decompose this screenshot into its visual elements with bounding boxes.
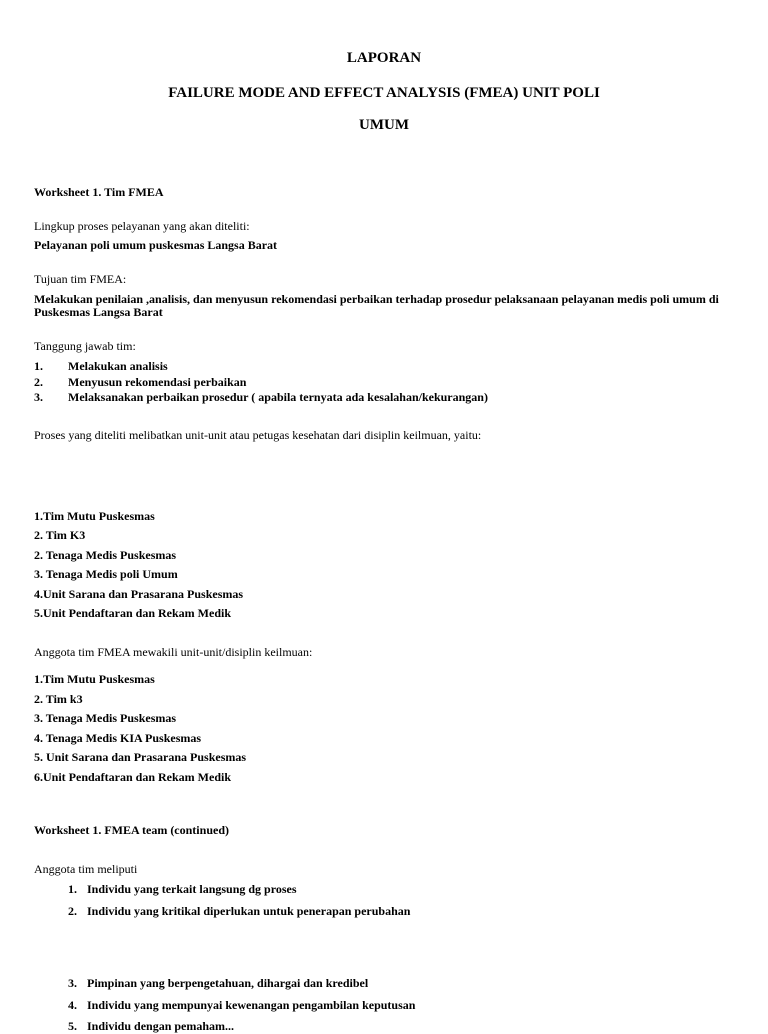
includes-item bbox=[68, 1019, 708, 1034]
goal-value: Melakukan penilaian ,analisis, dan menyusun rekomendasi perbaikan terhadap prosedur pelaksanaan pelayanan medis poli umum di Puskesmas Langsa Barat bbox=[34, 292, 719, 319]
item-text: Menyusun rekomendasi perbaikan bbox=[68, 375, 247, 389]
item-number: 5. bbox=[68, 1019, 77, 1033]
unit-item: 2. Tim K3 bbox=[34, 528, 86, 542]
item-text: Individu dengan pemaham... bbox=[87, 1019, 235, 1033]
includes-item bbox=[68, 998, 708, 1013]
unit-item: 4.Unit Sarana dan Prasarana Puskesmas bbox=[34, 587, 244, 601]
item-number: 3. bbox=[68, 976, 77, 990]
responsibility-item bbox=[34, 375, 724, 390]
item-number: 4. bbox=[68, 998, 77, 1012]
member-item: 1.Tim Mutu Puskesmas bbox=[34, 672, 155, 686]
unit-item: 3. Tenaga Medis poli Umum bbox=[34, 567, 178, 581]
item-number: 1. bbox=[68, 882, 77, 896]
member-item: 2. Tim k3 bbox=[34, 692, 83, 706]
item-number: 2. bbox=[68, 904, 77, 918]
process-label: Proses yang diteliti melibatkan unit-unit atau petugas kesehatan dari disiplin keilmuan, yaitu: bbox=[34, 428, 482, 442]
item-text: Pimpinan yang berpengetahuan, dihargai dan kredibel bbox=[87, 976, 369, 990]
item-text: Melakukan analisis bbox=[68, 359, 168, 373]
member-item: 5. Unit Sarana dan Prasarana Puskesmas bbox=[34, 750, 247, 764]
report-subtitle: FAILURE MODE AND EFFECT ANALYSIS (FMEA) UNIT POLI bbox=[168, 85, 600, 101]
members-label: Anggota tim FMEA mewakili unit-unit/disiplin keilmuan: bbox=[34, 645, 313, 659]
member-item: 4. Tenaga Medis KIA Puskesmas bbox=[34, 731, 202, 745]
item-text: Individu yang mempunyai kewenangan pengambilan keputusan bbox=[87, 998, 416, 1012]
item-text: Individu yang kritikal diperlukan untuk penerapan perubahan bbox=[87, 904, 411, 918]
responsibility-item bbox=[34, 359, 724, 374]
unit-item: 2. Tenaga Medis Puskesmas bbox=[34, 548, 177, 562]
worksheet-heading: Worksheet 1. Tim FMEA bbox=[34, 185, 164, 199]
item-number: 2. bbox=[34, 375, 43, 389]
item-number: 1. bbox=[34, 359, 43, 373]
item-text: Melaksanakan perbaikan prosedur ( apabila ternyata ada kesalahan/kekurangan) bbox=[68, 390, 488, 404]
responsibility-label: Tanggung jawab tim: bbox=[34, 339, 136, 353]
includes-item bbox=[68, 882, 708, 897]
worksheet-continued-heading: Worksheet 1. FMEA team (continued) bbox=[34, 823, 229, 837]
includes-item bbox=[68, 976, 708, 991]
responsibility-item bbox=[34, 390, 724, 405]
scope-label: Lingkup proses pelayanan yang akan diteliti: bbox=[34, 219, 250, 233]
report-title: LAPORAN bbox=[346, 50, 422, 66]
item-text: Individu yang terkait langsung dg proses bbox=[87, 882, 297, 896]
member-item: 6.Unit Pendaftaran dan Rekam Medik bbox=[34, 770, 232, 784]
item-number: 3. bbox=[34, 390, 43, 404]
unit-item: 1.Tim Mutu Puskesmas bbox=[34, 509, 155, 523]
goal-label: Tujuan tim FMEA: bbox=[34, 272, 127, 286]
member-item: 3. Tenaga Medis Puskesmas bbox=[34, 711, 177, 725]
includes-item bbox=[68, 904, 708, 919]
report-subtitle-cont: UMUM bbox=[359, 117, 409, 133]
unit-item: 5.Unit Pendaftaran dan Rekam Medik bbox=[34, 606, 232, 620]
scope-value: Pelayanan poli umum puskesmas Langsa Barat bbox=[34, 238, 278, 252]
includes-label: Anggota tim meliputi bbox=[34, 862, 138, 876]
